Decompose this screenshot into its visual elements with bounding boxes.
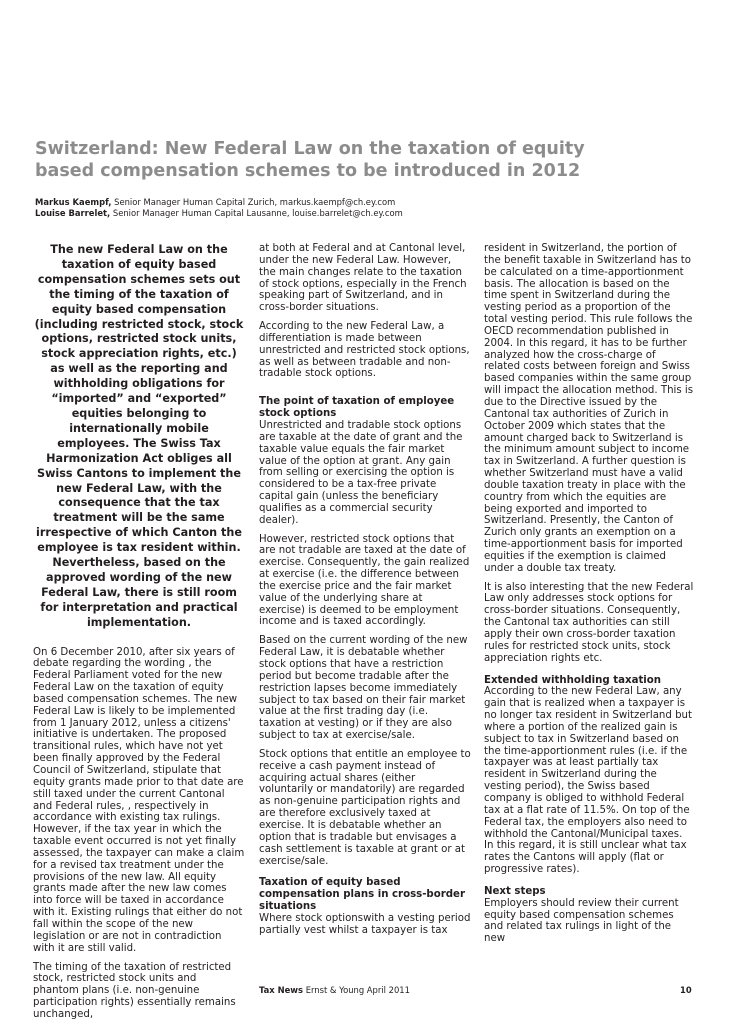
- title-line-2: based compensation schemes to be introduced in 2012: [35, 161, 581, 181]
- col1-paragraph-2: The timing of the taxation of restricted stock, restricted stock units and phantom plans (i.e. non-genuine participation rights) essentially remains unchanged,: [33, 961, 236, 1020]
- publication-issue: Ernst & Young April 2011: [305, 985, 410, 995]
- author-line-2: [35, 208, 403, 219]
- author-role-1: Senior Manager Human Capital Zurich, markus.kaempf@ch.ey.com: [114, 197, 396, 207]
- col3-paragraph-3: According to the new Federal Law, any gain that is realized when a taxpayer is no longer tax resident in Switzerland but where a portion of the realized gain is subject to tax in Switzerland based on the time-apportionment rules (i.e. if the taxpayer was at least partially tax resident in Switzerland during the vesting period), the Swiss based company is obliged to withhold Federal tax at a flat rate of 11.5%. On top of the Federal tax, the employers also need to withhold the Cantonal/Municipal taxes. In this regard, it is still unclear what tax rates the Cantons will apply (flat or progressive rates).: [484, 686, 693, 876]
- col2-paragraph-1: at both at Federal and at Cantonal level, under the new Federal Law. However, the main changes relate to the taxation of stock options, especially in the French speaking part of Switzerland, and in cross-border situations.: [259, 243, 467, 314]
- col2-paragraph-7: Where stock optionswith a vesting period partially vest whilst a taxpayer is tax: [259, 912, 471, 936]
- section-heading-stock-options: The point of taxation of employee stock options: [259, 396, 455, 420]
- col2-paragraph-2: According to the new Federal Law, a differentiation is made between unrestricted and restricted stock options, as well as between tradable and non-tradable stock options.: [259, 321, 470, 380]
- col3-paragraph-4: Employers should review their current equity based compensation schemes and related tax rulings in light of the new: [484, 897, 679, 945]
- footer-publication: [259, 985, 410, 995]
- page-number: 10: [680, 985, 692, 995]
- col3-paragraph-2: It is also interesting that the new Federal Law only addresses stock options for cross-border situations. Consequently, the Cantonal tax authorities can still apply their own cross-border taxation rules for restricted stock units, stock appreciation rights etc.: [484, 581, 694, 664]
- article-title: [35, 138, 695, 182]
- column-2: [259, 243, 471, 944]
- column-3: [484, 243, 694, 952]
- author-name-2: Louise Barrelet,: [35, 208, 111, 218]
- section-heading-withholding: Extended withholding taxation: [484, 674, 662, 686]
- intro-paragraph: The new Federal Law on the taxation of equity based compensation schemes sets out the timing of the taxation of equity based compensation (including restricted stock, stock options, restricted stock units, stock appreciation rights, etc.) as well as the reporting and withholding obligations for “imported” and “exported” equities belonging to internationally mobile employees. The Swiss Tax Harmonization Act obliges all Swiss Cantons to implement the new Federal Law, with the consequence that the tax treatment will be the same irrespective of which Canton the employee is tax resident within. Nevertheless, based on the approved wording of the new Federal Law, there is still room for interpretation and practical implementation.: [34, 243, 244, 629]
- title-line-1: Switzerland: New Federal Law on the taxation of equity: [35, 139, 585, 159]
- col1-paragraph-1: On 6 December 2010, after six years of debate regarding the wording , the Federal Parliament voted for the new Federal Law on the taxation of equity based compensation schemes. The new Federal Law is likely to be implemented from 1 January 2012, unless a citizens' initiative is undertaken. The proposed transitional rules, which have not yet been finally approved by the Federal Council of Switzerland, stipulate that equity grants made prior to that date are still taxed under the current Cantonal and Federal rules, , respectively in accordance with existing tax rulings. However, if the tax year in which the taxable event occurred is not yet finally assessed, the taxpayer can make a claim for a revised tax treatment under the provisions of the new law. All equity grants made after the new law comes into force will be taxed in accordance with it. Existing rulings that either do not fall within the scope of the new legislation or are not in contradiction with it are still valid.: [33, 646, 245, 954]
- author-role-2: Senior Manager Human Capital Lausanne, louise.barrelet@ch.ey.com: [112, 208, 403, 218]
- col2-paragraph-6: Stock options that entitle an employee to receive a cash payment instead of acquiring actual shares (either voluntarily or mandatorily) are regarded as non-genuine participation rights and are therefore exclusively taxed at exercise. It is debatable whether an option that is tradable but envisages a cash settlement is taxable at grant or at exercise/sale.: [259, 748, 471, 867]
- author-name-1: Markus Kaempf,: [35, 197, 112, 207]
- author-line-1: [35, 197, 395, 208]
- section-heading-next-steps: Next steps: [484, 885, 546, 897]
- col3-paragraph-1: resident in Switzerland, the portion of the benefit taxable in Switzerland has to be calculated on a time-apportionment basis. The allocation is based on the time spent in Switzerland during the vesting period as a proportion of the total vesting period. This rule follows the OECD recommendation published in 2004. In this regard, it has to be further analyzed how the cross-charge of related costs between foreign and Swiss based companies within the same group will impact the allocation method. This is due to the Directive issued by the Cantonal tax authorities of Zurich in October 2009 which states that the amount charged back to Switzerland is the minimum amount subject to income tax in Switzerland. A further question is whether Switzerland must have a valid double taxation treaty in place with the country from which the equities are being exported and imported to Switzerland. Presently, the Canton of Zurich only grants an exemption on a time-apportionment basis for imported equities if the exemption is claimed under a double tax treaty.: [484, 243, 694, 574]
- col2-paragraph-3: Unrestricted and tradable stock options are taxable at the date of grant and the taxable value equals the fair market value of the option at grant. Any gain from selling or exercising the option is considered to be a tax-free private capital gain (unless the beneficiary qualifies as a commercial security dealer).: [259, 419, 463, 526]
- column-1: [33, 243, 245, 1028]
- col2-paragraph-5: Based on the current wording of the new Federal Law, it is debatable whether stock options that have a restriction period but become tradable after the restriction lapses become immediately subject to tax based on their fair market value at the first trading day (i.e. taxation at vesting) or if they are also subject to tax at exercise/sale.: [259, 635, 468, 742]
- publication-name: Tax News: [259, 985, 304, 995]
- section-heading-cross-border: Taxation of equity based compensation plans in cross-border situations: [259, 877, 465, 913]
- col2-paragraph-4: However, restricted stock options that are not tradable are taxed at the date of exercise. Consequently, the gain realized at exercise (i.e. the difference between the exercise price and the fair market value of the underlying share at exercise) is deemed to be employment income and is taxed accordingly.: [259, 533, 470, 628]
